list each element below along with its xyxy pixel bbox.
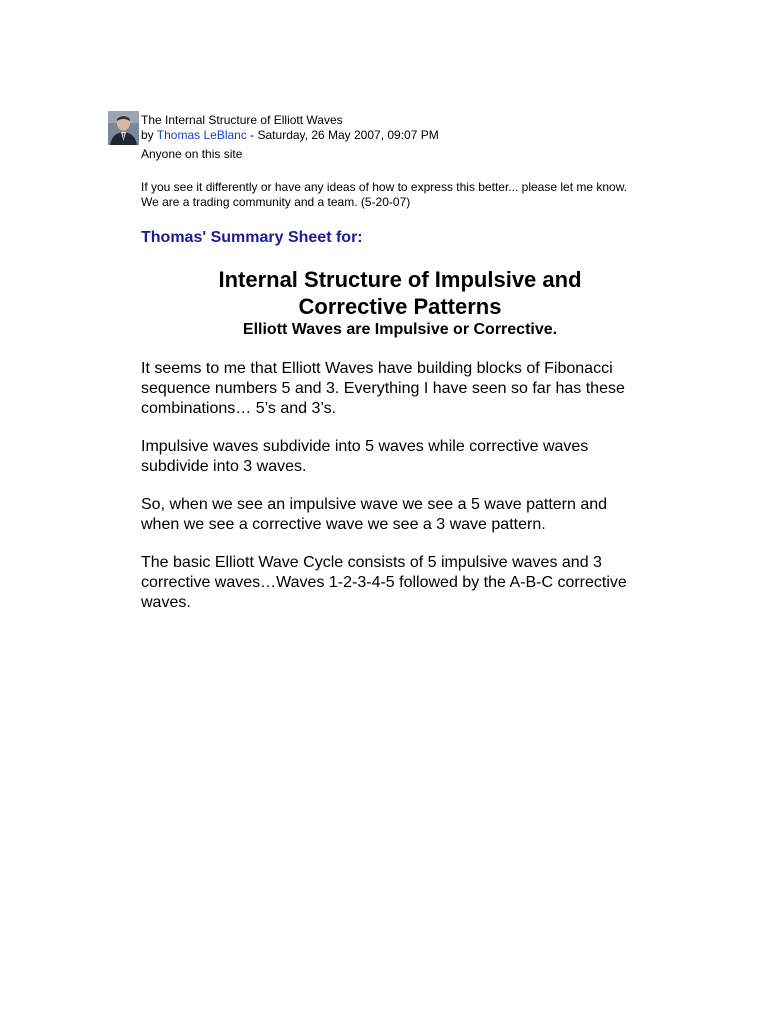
body-text: [141, 359, 681, 631]
post-title: The Internal Structure of Elliott Waves: [141, 113, 343, 127]
summary-heading: Thomas' Summary Sheet for:: [141, 229, 363, 246]
body-line: Impulsive waves subdivide into 5 waves while corrective waves: [141, 438, 589, 455]
main-title: [141, 266, 659, 320]
body-paragraph: [141, 495, 681, 535]
post-byline: [141, 128, 439, 142]
main-title-line: Internal Structure of Impulsive and: [218, 267, 582, 292]
body-line: So, when we see an impulsive wave we see a 5 wave pattern and: [141, 496, 608, 513]
main-title-line: Corrective Patterns: [298, 294, 502, 319]
post-audience: Anyone on this site: [141, 147, 243, 161]
subtitle: Elliott Waves are Impulsive or Corrective.: [242, 321, 558, 338]
intro-note: [141, 180, 701, 209]
body-line: waves.: [141, 594, 191, 611]
intro-line: If you see it differently or have any ideas of how to express this better... please let me know.: [141, 180, 628, 194]
post-date: - Saturday, 26 May 2007, 09:07 PM: [246, 128, 439, 142]
body-paragraph: [141, 553, 681, 613]
intro-line: We are a trading community and a team. (5-20-07): [141, 194, 411, 209]
body-line: It seems to me that Elliott Waves have building blocks of Fibonacci: [141, 360, 613, 377]
body-line: subdivide into 3 waves.: [141, 458, 307, 475]
body-line: when we see a corrective wave we see a 3 wave pattern.: [141, 516, 546, 533]
body-paragraph: [141, 359, 681, 419]
byline-prefix: by: [141, 128, 157, 142]
author-link[interactable]: Thomas LeBlanc: [156, 128, 247, 142]
body-paragraph: [141, 437, 681, 477]
body-line: sequence numbers 5 and 3. Everything I have seen so far has these: [141, 380, 625, 397]
author-avatar-icon[interactable]: [108, 111, 139, 145]
body-line: The basic Elliott Wave Cycle consists of 5 impulsive waves and 3: [141, 554, 602, 571]
body-line: corrective waves…Waves 1-2-3-4-5 followed by the A-B-C corrective: [141, 574, 627, 591]
body-line: combinations… 5’s and 3’s.: [141, 400, 337, 417]
